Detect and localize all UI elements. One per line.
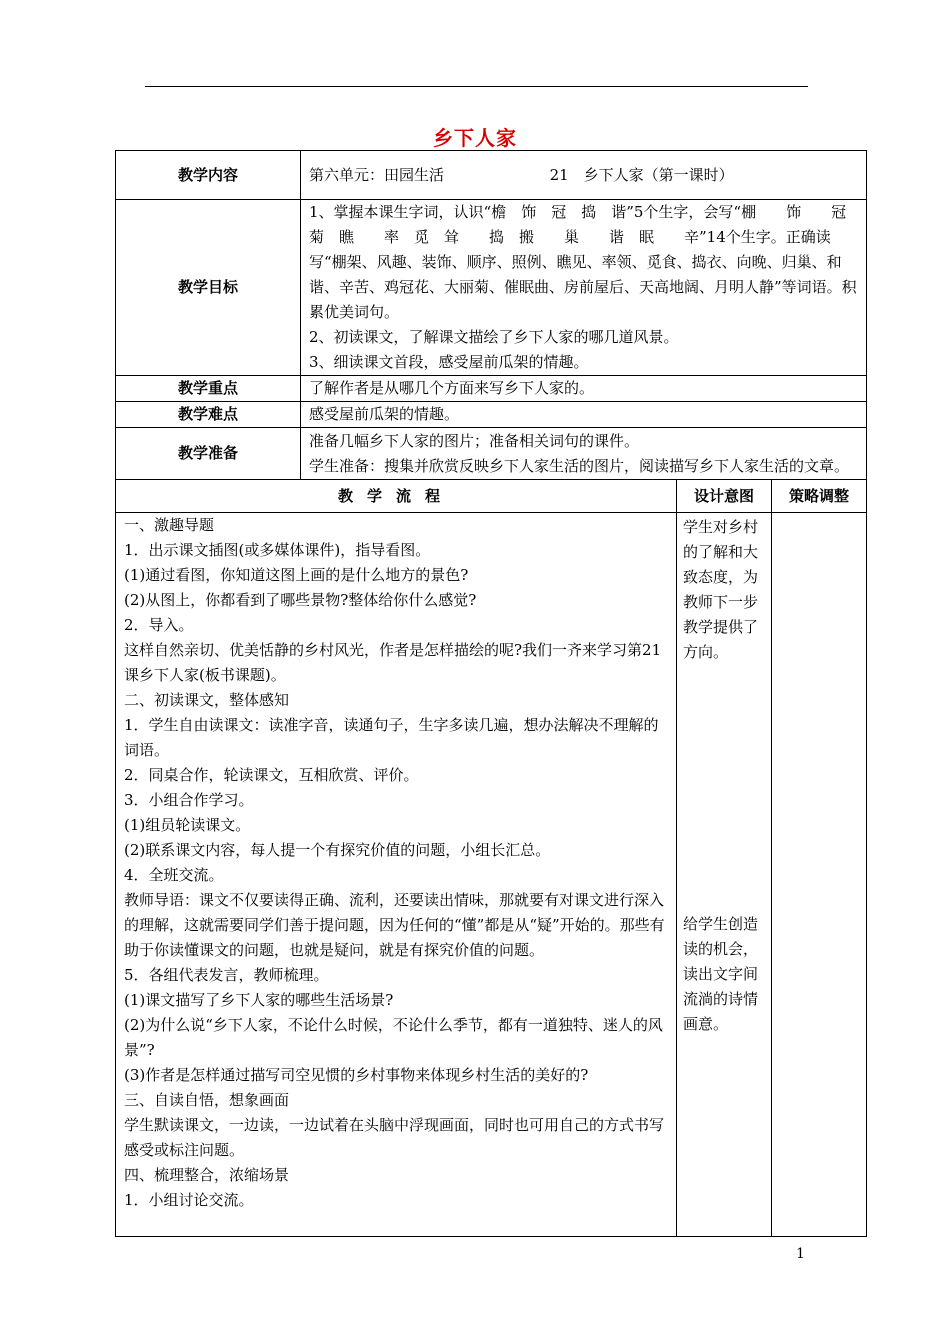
label-key: 教学重点	[116, 376, 301, 402]
header-rule	[145, 86, 808, 87]
flow-line: (2)从图上，你都看到了哪些景物?整体给你什么感觉?	[124, 591, 477, 609]
document-title: 乡下人家	[433, 126, 517, 150]
design-content	[677, 513, 772, 1237]
flow-line: (3)作者是怎样通过描写司空见惯的乡村事物来体现乡村生活的美好的?	[124, 1066, 589, 1084]
flow-line: 一、激趣导题	[124, 516, 215, 534]
row-headers	[116, 480, 867, 513]
value-goals	[301, 200, 867, 376]
goal-1: 1、掌握本课生字词，认识“檐 饰 冠 捣 谐”5个生字，会写“棚 饰 冠 菊 瞧 率 觅 耸 捣 搬 巢 谐 眠 辛”14个生字。正确读写“棚架、风趣、装饰、顺序、照例、瞧见、率领、觅食、捣衣、向晚、归巢、和谐、辛苦、鸡冠花、大丽菊、催眠曲、房前屋后、天高地阔、月明人静”等词语。积累优美词句。	[309, 203, 862, 321]
label-goals: 教学目标	[116, 200, 301, 376]
row-goals	[116, 200, 867, 376]
label-content: 教学内容	[116, 151, 301, 200]
goal-2: 2、初读课文，了解课文描绘了乡下人家的哪几道风景。	[309, 328, 679, 346]
row-difficulty	[116, 402, 867, 428]
flow-line: (1)课文描写了乡下人家的哪些生活场景?	[124, 991, 394, 1009]
flow-line: 1．学生自由读课文：读准字音，读通句子，生字多读几遍，想办法解决不理解的词语。	[124, 716, 659, 759]
page-number: 1	[796, 1246, 805, 1262]
flow-line: (1)组员轮读课文。	[124, 816, 251, 834]
flow-line: 教师导语：课文不仅要读得正确、流利，还要读出情味，那就要有对课文进行深入的理解，这就需要同学们善于提问题，因为任何的“懂”都是从“疑”开始的。那些有助于你读懂课文的问题，也就是疑问，就是有探究价值的问题。	[124, 891, 665, 959]
row-prep	[116, 428, 867, 480]
flow-line: 3．小组合作学习。	[124, 791, 254, 809]
flow-line: (1)通过看图，你知道这图上画的是什么地方的景色?	[124, 566, 469, 584]
flow-line: 二、初读课文，整体感知	[124, 691, 290, 709]
row-flow	[116, 513, 867, 1237]
design-note-2: 给学生创造读的机会，读出文字间流淌的诗情画意。	[683, 915, 759, 1033]
strategy-content	[772, 513, 867, 1237]
header-flow: 教学流程	[116, 480, 677, 513]
flow-line: 1．小组讨论交流。	[124, 1191, 254, 1209]
flow-line: 2．同桌合作，轮读课文，互相欣赏、评价。	[124, 766, 419, 784]
header-strategy: 策略调整	[772, 480, 867, 513]
lesson-plan-table	[115, 150, 867, 1237]
label-difficulty: 教学难点	[116, 402, 301, 428]
flow-line: (2)联系课文内容，每人提一个有探究价值的问题，小组长汇总。	[124, 841, 551, 859]
flow-line: 4．全班交流。	[124, 866, 224, 884]
value-prep	[301, 428, 867, 480]
flow-line: 5．各组代表发言，教师梳理。	[124, 966, 329, 984]
value-key: 了解作者是从哪几个方面来写乡下人家的。	[301, 376, 867, 402]
goal-3: 3、细读课文首段，感受屋前瓜架的情趣。	[309, 353, 589, 371]
prep-2: 学生准备：搜集并欣赏反映乡下人家生活的图片，阅读描写乡下人家生活的文章。	[309, 456, 850, 475]
lesson-text: 21 乡下人家（第一课时）	[549, 165, 734, 184]
flow-line: 三、自读自悟，想象画面	[124, 1091, 290, 1109]
flow-line: 2．导入。	[124, 616, 194, 634]
label-prep: 教学准备	[116, 428, 301, 480]
flow-line: 四、梳理整合，浓缩场景	[124, 1166, 290, 1184]
flow-line: (2)为什么说“乡下人家，不论什么时候，不论什么季节，都有一道独特、迷人的风景”?	[124, 1016, 663, 1059]
row-content	[116, 151, 867, 200]
prep-1: 准备几幅乡下人家的图片；准备相关词句的课件。	[309, 431, 640, 450]
flow-line: 学生默读课文，一边读，一边试着在头脑中浮现画面，同时也可用自己的方式书写感受或标注问题。	[124, 1116, 665, 1159]
design-note-1: 学生对乡村的了解和大致态度，为教师下一步教学提供了方向。	[683, 518, 759, 661]
flow-line: 1．出示课文插图(或多媒体课件)，指导看图。	[124, 541, 431, 559]
unit-text: 第六单元：田园生活	[309, 165, 445, 184]
flow-line: 这样自然亲切、优美恬静的乡村风光，作者是怎样描绘的呢?我们一齐来学习第21课乡下人家(板书课题)。	[124, 641, 662, 684]
flow-content	[116, 513, 677, 1237]
value-difficulty: 感受屋前瓜架的情趣。	[301, 402, 867, 428]
row-key	[116, 376, 867, 402]
header-design: 设计意图	[677, 480, 772, 513]
value-content	[301, 151, 867, 200]
